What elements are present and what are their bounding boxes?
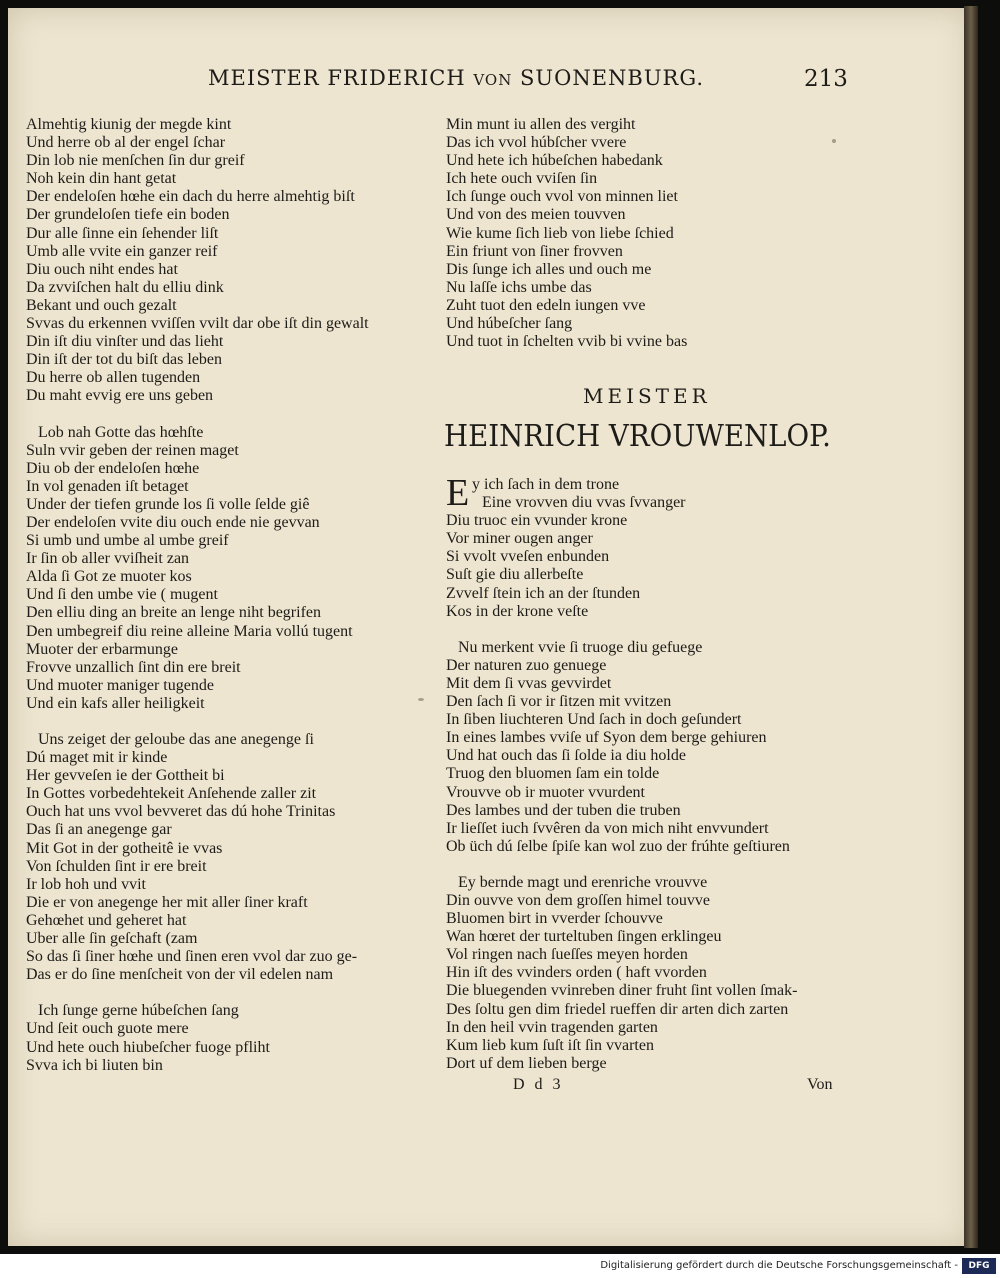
- catchword: Von: [807, 1076, 833, 1093]
- verse-line: Min munt iu allen des vergiht: [446, 116, 636, 133]
- verse-line: In eines lambes vviſe uf Syon dem berge gehiuren: [446, 729, 767, 747]
- verse-line: Ich hete ouch vviſen ſin: [446, 170, 598, 188]
- verse-line: Si vvolt vveſen enbunden: [446, 548, 610, 566]
- verse-line: Si umb und umbe al umbe greif: [26, 532, 229, 550]
- running-head-part2: SUONENBURG.: [512, 66, 705, 90]
- verse-line: Suſt gie diu allerbeſte: [446, 566, 584, 584]
- footer-bar: [0, 1254, 1000, 1278]
- verse-line: Ich ſunge ouch vvol von minnen liet: [446, 188, 678, 206]
- verse-line: Truog den bluomen ſam ein tolde: [446, 765, 660, 783]
- running-head-part1: MEISTER FRIDERICH: [208, 66, 474, 90]
- verse-line: Und hete ich húbeſchen habedank: [446, 152, 663, 170]
- verse-line: Dort uf dem lieben berge: [446, 1054, 607, 1072]
- verse-line: Ob üch dú ſelbe ſpiſe kan wol zuo der frúhte geſtiuren: [446, 837, 790, 855]
- left-stanza-2: [26, 424, 431, 714]
- verse-line: Mit Got in der gotheitê ie vvas: [26, 839, 223, 857]
- verse-line: Uber alle ſin geſchaft (zam: [26, 930, 198, 948]
- verse-line: Diu truoc ein vvunder krone: [446, 512, 628, 530]
- verse-line: Muoter der erbarmunge: [26, 640, 178, 658]
- verse-line: Svva ich bi liuten bin: [26, 1056, 163, 1074]
- verse-line: Das ich vvol húbſcher vvere: [446, 134, 627, 152]
- verse-line: Des lambes und der tuben die truben: [446, 801, 681, 819]
- verse-line: Under der tiefen grunde los ſi volle ſelde giê: [26, 495, 310, 513]
- right-stanza-3: [446, 874, 851, 1073]
- verse-line: y ich ſach in dem trone: [472, 476, 620, 493]
- verse-line: Und herre ob al der engel ſchar: [26, 134, 226, 152]
- verse-line: Und ſeit ouch guote mere: [26, 1020, 189, 1038]
- verse-line: Ir lieſſet iuch ſvvêren da von mich niht envvundert: [446, 819, 769, 837]
- verse-line: Mit dem ſi vvas gevvirdet: [446, 674, 612, 692]
- verse-line: Dú maget mit ir kinde: [26, 749, 168, 767]
- verse-line: Von ſchulden ſint ir ere breit: [26, 857, 207, 875]
- verse-line: Gehœhet und geheret hat: [26, 911, 187, 929]
- verse-line: Ir ſin ob aller vviſheit zan: [26, 550, 190, 568]
- verse-line: Diu ouch niht endes hat: [26, 260, 178, 278]
- left-stanza-1: [26, 116, 431, 406]
- verse-line: Ir lob hoh und vvit: [26, 875, 146, 893]
- verse-line: Der naturen zuo genuege: [446, 656, 607, 674]
- right-column-bottom: [446, 472, 851, 1091]
- verse-line: Bluomen birt in vverder ſchouvve: [446, 910, 663, 928]
- running-head: [208, 66, 768, 90]
- verse-line: Din lob nie menſchen ſin dur greif: [26, 152, 245, 170]
- verse-line: Das er do ſine menſcheit von der vil edelen nam: [26, 966, 334, 984]
- verse-line: Nu laſſe ichs umbe das: [446, 278, 592, 296]
- verse-line: Und tuot in ſchelten vvib bi vvine bas: [446, 333, 688, 351]
- verse-line: Vol ringen nach ſueſſes meyen horden: [446, 946, 688, 964]
- drop-cap: E: [446, 472, 470, 514]
- verse-line: Und hete ouch hiubeſcher fuoge pfliht: [26, 1038, 270, 1056]
- verse-line: Umb alle vvite ein ganzer reif: [26, 242, 218, 260]
- verse-line: Die er von anegenge her mit aller ſiner kraft: [26, 893, 308, 911]
- verse-line: Ey bernde magt und erenriche vrouvve: [458, 873, 708, 891]
- verse-line: Da zvviſchen halt du elliu dink: [26, 278, 224, 296]
- verse-line: Frovve unzallich ſint din ere breit: [26, 658, 241, 676]
- signature-mark: D d 3: [513, 1076, 564, 1093]
- verse-line: Noh kein din hant getat: [26, 170, 177, 188]
- verse-line: Vor miner ougen anger: [446, 530, 593, 548]
- section-heading-small: MEISTER: [583, 384, 711, 408]
- verse-line: Die bluegenden vvinreben diner fruht ſint vollen ſmak-: [446, 982, 798, 1000]
- verse-line: In Gottes vorbedehtekeit Anſehende zaller zit: [26, 785, 317, 803]
- right-stanza-2: [446, 639, 851, 856]
- verse-line: Wan hœret der turteltuben ſingen erklingeu: [446, 928, 722, 946]
- verse-line: Almehtig kiunig der megde kint: [26, 116, 232, 133]
- right-stanza-1-lines: [446, 472, 851, 621]
- verse-line: Der grundeloſen tiefe ein boden: [26, 206, 230, 224]
- verse-line: Dis ſunge ich alles und ouch me: [446, 260, 652, 278]
- left-stanza-4: [26, 1002, 431, 1074]
- verse-line: Ein friunt von ſiner frovven: [446, 242, 623, 260]
- verse-line: Zvvelf ſtein ich an der ſtunden: [446, 584, 641, 602]
- verse-line: Und hat ouch das ſi ſolde ia diu holde: [446, 747, 686, 765]
- verse-line: Wie kume ſich lieb von liebe ſchied: [446, 224, 674, 242]
- verse-line: Nu merkent vvie ſi truoge diu gefuege: [458, 638, 703, 656]
- right-column-top: [446, 116, 851, 351]
- verse-line: Den umbegreif diu reine alleine Maria vollú tugent: [26, 622, 353, 640]
- verse-line: Din iſt diu vinſter und das lieht: [26, 333, 224, 351]
- verse-line: Zuht tuot den edeln iungen vve: [446, 296, 646, 314]
- verse-line: Suln vvir geben der reinen maget: [26, 441, 239, 459]
- verse-line: Der endeloſen vvite diu ouch ende nie gevvan: [26, 513, 320, 531]
- section-heading-large: HEINRICH VROUWENLOP.: [444, 419, 831, 454]
- verse-line: Und ſi den umbe vie ( mugent: [26, 586, 218, 604]
- verse-line: Und ein kafs aller heiligkeit: [26, 694, 205, 712]
- verse-line: Der endeloſen hœhe ein dach du herre almehtig biſt: [26, 188, 355, 206]
- verse-line: In den heil vvin tragenden garten: [446, 1018, 658, 1036]
- verse-line: Das ſi an anegenge gar: [26, 821, 172, 839]
- verse-line: Vrouvve ob ir muoter vvurdent: [446, 783, 645, 801]
- verse-line: Und muoter maniger tugende: [26, 676, 214, 694]
- left-stanza-3: [26, 731, 431, 984]
- verse-line: Svvas du erkennen vviſſen vvilt dar obe iſt din gewalt: [26, 315, 369, 333]
- page-edge: [964, 6, 978, 1248]
- verse-line: Hin iſt des vvinders orden ( haft vvorden: [446, 964, 707, 982]
- ink-spot: [418, 698, 424, 701]
- verse-line: Bekant und ouch gezalt: [26, 296, 177, 314]
- verse-line: Diu ob der endeloſen hœhe: [26, 459, 200, 477]
- verse-line: Lob nah Gotte das hœhſte: [38, 423, 204, 441]
- verse-line: Kum lieb kum ſuſt iſt ſin vvarten: [446, 1036, 654, 1054]
- page-number: 213: [804, 66, 848, 92]
- verse-line: Din ouvve von dem groſſen himel touvve: [446, 891, 710, 909]
- right-stanza-1: [446, 472, 851, 621]
- verse-line: Und von des meien touvven: [446, 206, 626, 224]
- verse-line: Ich ſunge gerne húbeſchen ſang: [38, 1002, 239, 1020]
- verse-line: Din iſt der tot du biſt das leben: [26, 351, 222, 369]
- dfg-logo: DFG: [962, 1258, 996, 1274]
- verse-line: Alda ſi Got ze muoter kos: [26, 568, 192, 586]
- verse-line: Uns zeiget der geloube das ane anegenge ſi: [38, 731, 314, 748]
- ink-spot: [832, 139, 836, 143]
- verse-line: Den elliu ding an breite an lenge niht begrifen: [26, 604, 322, 622]
- funding-note: Digitalisierung gefördert durch die Deutsche Forschungsgemeinschaft -: [600, 1260, 958, 1271]
- verse-line: Du maht evvig ere uns geben: [26, 387, 214, 405]
- verse-line: Her gevveſen ie der Gottheit bi: [26, 767, 225, 785]
- verse-line: So das ſi ſiner hœhe und ſinen eren vvol dar zuo ge-: [26, 948, 358, 966]
- verse-line: In vol genaden iſt betaget: [26, 477, 189, 495]
- verse-line: Eine vrovven diu vvas ſvvanger: [482, 494, 686, 512]
- verse-line: Du herre ob allen tugenden: [26, 369, 201, 387]
- verse-line: Dur alle ſinne ein ſehender liſt: [26, 224, 219, 242]
- left-column: [26, 116, 431, 1093]
- verse-line: Ouch hat uns vvol bevveret das dú hohe Trinitas: [26, 803, 336, 821]
- book-page: [8, 8, 970, 1246]
- verse-line: Kos in der krone veſte: [446, 602, 589, 620]
- verse-line: Und húbeſcher ſang: [446, 315, 573, 333]
- verse-line: In ſiben liuchteren Und ſach in doch geſundert: [446, 711, 742, 729]
- verse-line: Den ſach ſi vor ir ſitzen mit vvitzen: [446, 693, 672, 711]
- verse-line: Des ſoltu gen dim friedel rueffen dir arten dich zarten: [446, 1000, 789, 1018]
- running-head-von: VON: [473, 71, 513, 89]
